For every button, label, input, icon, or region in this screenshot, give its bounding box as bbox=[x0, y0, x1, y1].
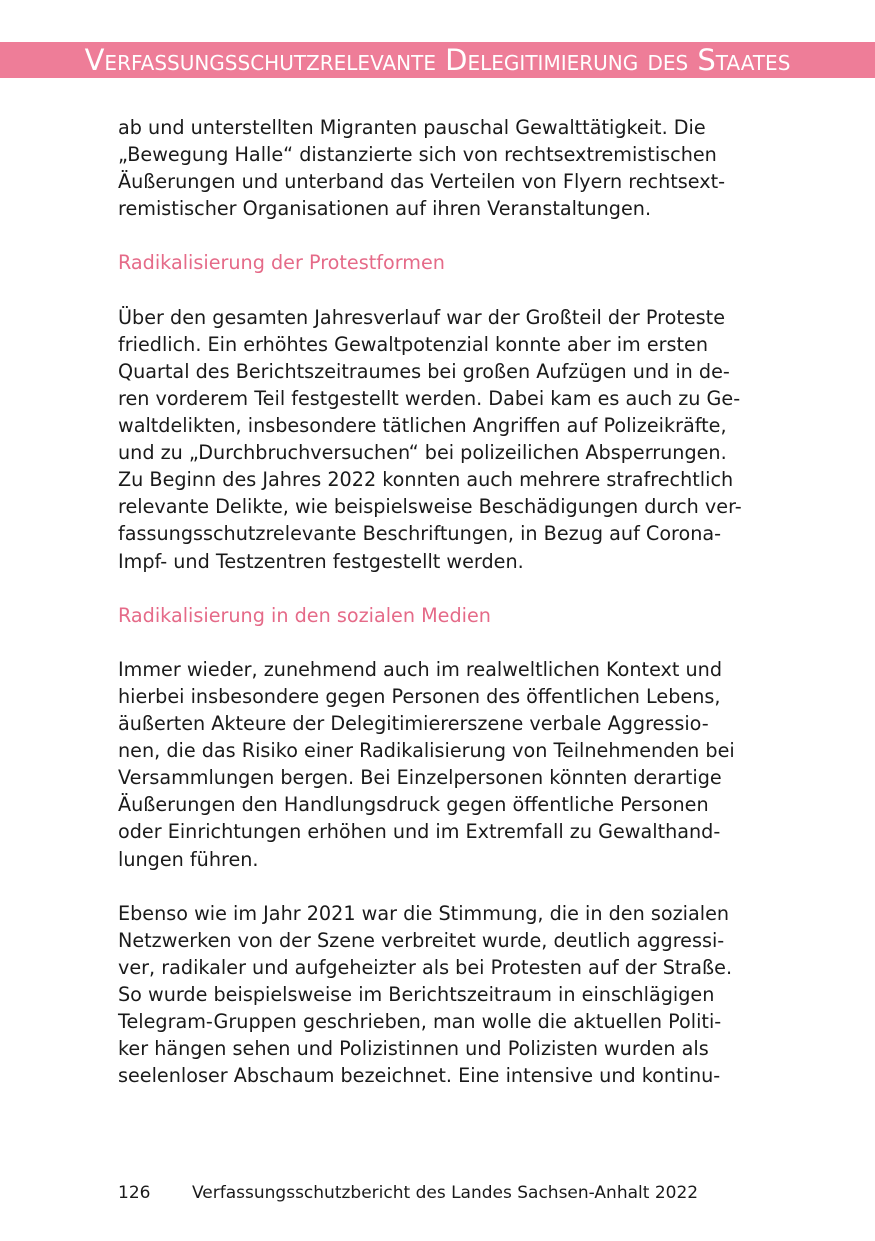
text-line: Äußerungen den Handlungsdruck gegen öffentliche Personen bbox=[118, 793, 709, 817]
text-line: nen, die das Risiko einer Radikalisierung von Teilnehmenden bei bbox=[118, 739, 735, 763]
text-line: seelenloser Abschaum bezeichnet. Eine intensive und kontinu- bbox=[118, 1064, 721, 1088]
text-line: Ebenso wie im Jahr 2021 war die Stimmung, die in den sozialen bbox=[118, 901, 730, 925]
page-number: 126 bbox=[118, 1183, 151, 1203]
text-line: Telegram-Gruppen geschrieben, man wolle die aktuellen Politi- bbox=[118, 1010, 722, 1034]
text-line: ver, radikaler und aufgeheizter als bei Protesten auf der Straße. bbox=[118, 955, 733, 979]
text-line: „Bewegung Halle“ distanzierte sich von rechtsextremistischen bbox=[118, 143, 717, 167]
text-line: relevante Delikte, wie beispielsweise Beschädigungen durch ver- bbox=[118, 495, 742, 519]
text-line: Quartal des Berichtszeitraumes bei großen Aufzügen und in de- bbox=[118, 359, 730, 383]
text-line: remistischer Organisationen auf ihren Veranstaltungen. bbox=[118, 197, 652, 221]
text-line: Netzwerken von der Szene verbreitet wurde, deutlich aggressi- bbox=[118, 928, 725, 952]
text-line: waltdelikten, insbesondere tätlichen Angriffen auf Polizeikräfte, bbox=[118, 414, 727, 438]
text-line: Äußerungen und unterband das Verteilen von Flyern rechtsext- bbox=[118, 170, 726, 194]
text-line: ab und unterstellten Migranten pauschal Gewalttätigkeit. Die bbox=[118, 116, 706, 139]
text-line: lungen führen. bbox=[118, 847, 259, 871]
text-line: ren vorderem Teil festgestellt werden. Dabei kam es auch zu Ge- bbox=[118, 386, 741, 410]
text-line: friedlich. Ein erhöhtes Gewaltpotenzial konnte aber im ersten bbox=[118, 332, 709, 356]
text-line: fassungsschutzrelevante Beschriftungen, in Bezug auf Corona- bbox=[118, 522, 722, 546]
page-content bbox=[118, 114, 758, 1089]
text-line: So wurde beispielsweise im Berichtszeitraum in einschlägigen bbox=[118, 983, 715, 1006]
text-line: Über den gesamten Jahresverlauf war der Großteil der Proteste bbox=[118, 305, 726, 329]
text-line: Versammlungen bergen. Bei Einzelpersonen könnten derartige bbox=[118, 766, 722, 790]
publication-title: Verfassungsschutzbericht des Landes Sachsen-Anhalt 2022 bbox=[192, 1183, 699, 1203]
text-line: Zu Beginn des Jahres 2022 konnten auch mehrere strafrechtlich bbox=[118, 468, 734, 492]
text-line: und zu „Durchbruchversuchen“ bei polizeilichen Absperrungen. bbox=[118, 441, 727, 465]
section-heading-soziale-medien: Radikalisierung in den sozialen Medien bbox=[118, 603, 491, 627]
chapter-header-bar bbox=[0, 42, 875, 78]
text-line: oder Einrichtungen erhöhen und im Extremfall zu Gewalthand- bbox=[118, 820, 721, 844]
text-line: äußerten Akteure der Delegitimiererszene verbale Aggressio- bbox=[118, 712, 709, 736]
page-footer bbox=[118, 1181, 698, 1205]
text-line: hierbei insbesondere gegen Personen des öffentlichen Lebens, bbox=[118, 684, 721, 708]
paragraph-4 bbox=[118, 900, 758, 1090]
paragraph-1 bbox=[118, 114, 758, 222]
paragraph-2 bbox=[118, 304, 758, 575]
text-line: Immer wieder, zunehmend auch im realweltlichen Kontext und bbox=[118, 657, 723, 681]
paragraph-3 bbox=[118, 656, 758, 873]
chapter-title: Verfassungsschutzrelevante Delegitimierung des Staates bbox=[84, 43, 791, 77]
section-heading-protestformen: Radikalisierung der Protestformen bbox=[118, 251, 445, 275]
text-line: Impf- und Testzentren festgestellt werden. bbox=[118, 549, 524, 573]
text-line: ker hängen sehen und Polizistinnen und Polizisten wurden als bbox=[118, 1037, 709, 1061]
